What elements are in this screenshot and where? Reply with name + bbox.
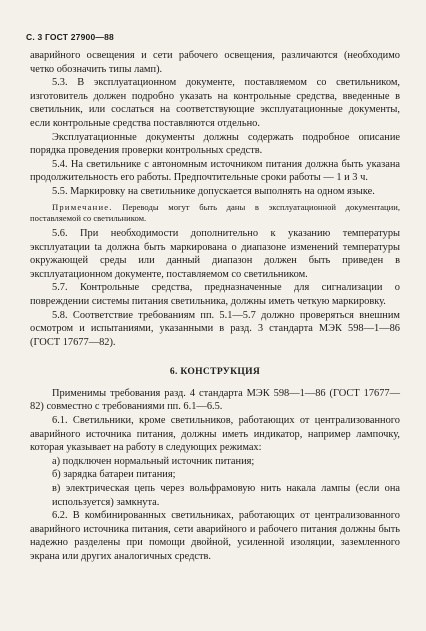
paragraph-5-8: 5.8. Соответствие требованиям пп. 5.1—5.7 должно проверяться внешним осмотром и испытаниями, указанными в разд. 3 стандарта МЭК 598—1—86 (ГОСТ 17677—82). bbox=[30, 309, 400, 348]
paragraph-5-6: 5.6. При необходимости дополнительно к указанию температуры эксплуатации tа должна быть маркирована о диапазоне изменений температуры окружающей среды или данный диапазон должен быть приведен в эксплуатационном документе, поставляемом со светильником. bbox=[30, 227, 400, 280]
paragraph: Применимы требования разд. 4 стандарта МЭК 598—1—86 (ГОСТ 17677—82) совместно с требованиями пп. 6.1—6.5. bbox=[30, 387, 400, 413]
paragraph: аварийного освещения и сети рабочего освещения, различаются (необходимо четко обозначить типы ламп). bbox=[30, 50, 400, 75]
note bbox=[30, 202, 400, 224]
list-item: а) подключен нормальный источник питания; bbox=[52, 455, 255, 467]
list-item: в) электрическая цепь через вольфрамовую нить накала лампы (если она используется) замкнута. bbox=[52, 483, 400, 508]
paragraph-5-7: 5.7. Контрольные средства, предназначенные для сигнализации о повреждении системы питания светильника, должны иметь четкую маркировку. bbox=[30, 282, 400, 307]
section-title: 6. КОНСТРУКЦИЯ bbox=[169, 366, 261, 378]
list-item: б) зарядка батареи питания; bbox=[52, 469, 176, 481]
body-text bbox=[30, 49, 400, 564]
page-header: С. 3 ГОСТ 27900—88 bbox=[26, 32, 114, 42]
note-label: Примечание. bbox=[52, 201, 113, 212]
paragraph-6-1: 6.1. Светильники, кроме светильников, работающих от централизованного аварийного источника питания, должны иметь индикатор, например лампочку, которая указывает на работу в следующих режимах: bbox=[30, 415, 400, 454]
paragraph-6-2: 6.2. В комбинированных светильниках, работающих от централизованного аварийного источника питания, сети аварийного и рабочего питания должны быть надежно разделены при помощи двойной, усиленной изоляции, заземленного экрана или других аналогичных средств. bbox=[30, 510, 400, 562]
paragraph-5-5: 5.5. Маркировку на светильнике допускается выполнять на одном языке. bbox=[52, 185, 375, 197]
paragraph-5-3: 5.3. В эксплуатационном документе, поставляемом со светильником, изготовитель должен подробно указать на контрольные средства, введенные в светильник, или сослаться на соответствующие эксплуатационные документы, если контрольные средства поставляются отдельно. bbox=[30, 77, 400, 129]
paragraph: Эксплуатационные документы должны содержать подробное описание порядка проведения проверки контрольных средств. bbox=[30, 131, 400, 157]
paragraph-5-4: 5.4. На светильнике с автономным источником питания должна быть указана продолжительность его работы. Предпочтительные сроки работы — 1 и 3 ч. bbox=[30, 158, 400, 184]
note-text: Переводы могут быть даны в эксплуатационной документации, поставляемой со светильником. bbox=[30, 201, 400, 223]
